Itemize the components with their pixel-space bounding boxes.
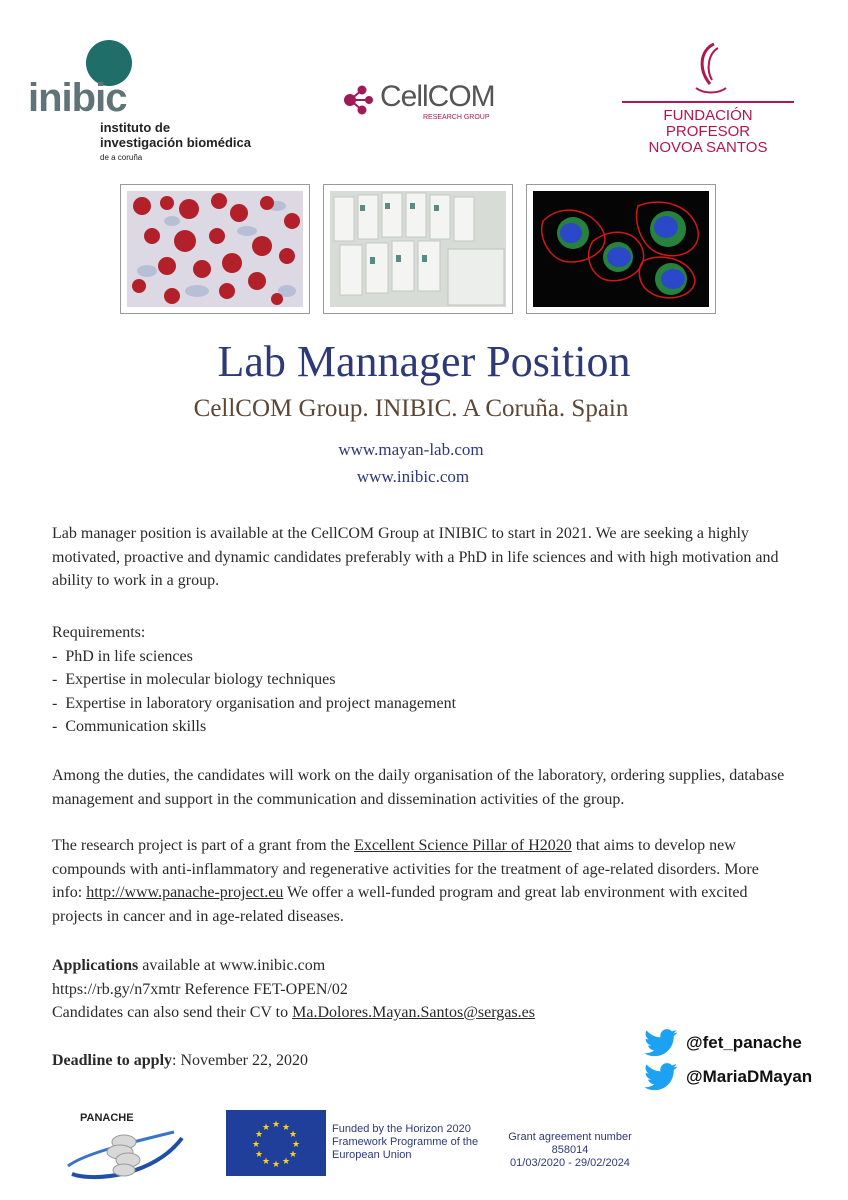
page-title: Lab Mannager Position bbox=[217, 337, 631, 386]
fluorescence-microscopy-photo bbox=[526, 184, 716, 314]
twitter-mariadmayan[interactable] bbox=[644, 1062, 812, 1092]
inibic-logo-subtitle: instituto de investigación biomédica de a coruña bbox=[100, 120, 251, 162]
applications-section: Applications available at www.inibic.com https://rb.gy/n7xmtr Reference FET-OPEN/02 Candidates can also send their CV to Ma.Dolores.Mayan.Santos@sergas.es bbox=[52, 954, 792, 1025]
list-item: - Communication skills bbox=[52, 715, 792, 739]
list-item: - PhD in life sciences bbox=[52, 645, 792, 669]
duties-paragraph: Among the duties, the candidates will work on the daily organisation of the laboratory, ordering supplies, database management and support in the communication and dissemination activities of the group. bbox=[52, 767, 785, 808]
svg-text:★: ★ bbox=[261, 1157, 271, 1167]
project-paragraph: The research project is part of a grant from the Excellent Science Pillar of H2020 that aims to develop new compounds with anti-inflammatory and regenerative activities for the treatment of age-related disorders. More info: http://www.panache-project.eu We offer a well-funded program and great lab environment with excited projects in cancer and in age-related diseases. bbox=[52, 837, 759, 925]
requirements-section bbox=[52, 621, 792, 739]
svg-text:★: ★ bbox=[288, 1130, 298, 1140]
list-item: - Expertise in molecular biology techniques bbox=[52, 668, 792, 692]
svg-text:★: ★ bbox=[291, 1140, 301, 1150]
svg-text:★: ★ bbox=[254, 1130, 264, 1140]
svg-text:★: ★ bbox=[251, 1140, 261, 1150]
page-subtitle: CellCOM Group. INIBIC. A Coruña. Spain bbox=[193, 395, 629, 422]
svg-text:★: ★ bbox=[271, 1120, 281, 1130]
svg-text:★: ★ bbox=[281, 1123, 291, 1133]
fundacion-emblem-icon bbox=[690, 40, 730, 96]
deadline-date: : November 22, 2020 bbox=[172, 1052, 308, 1069]
grant-agreement: Grant agreement number 858014 01/03/2020 - 29/02/2024 bbox=[508, 1131, 632, 1169]
email-link[interactable]: Ma.Dolores.Mayan.Santos@sergas.es bbox=[292, 1004, 535, 1021]
svg-text:★: ★ bbox=[288, 1150, 298, 1160]
intro-paragraph: Lab manager position is available at the CellCOM Group at INIBIC to start in 2021. We are seeking a highly motivated, proactive and dynamic candidates preferably with a PhD in life sciences and with high motivation and ability to work in a group. bbox=[52, 525, 779, 589]
applications-label: Applications bbox=[52, 957, 139, 974]
cellcom-molecule-icon bbox=[340, 82, 376, 118]
fundacion-logo: FUNDACIÓN PROFESOR NOVOA SANTOS bbox=[648, 107, 768, 156]
cellcom-logo-subtitle: RESEARCH GROUP bbox=[423, 114, 490, 121]
fundacion-divider bbox=[622, 101, 794, 103]
twitter-bird-icon bbox=[644, 1063, 678, 1091]
svg-text:★: ★ bbox=[254, 1150, 264, 1160]
histology-photo bbox=[120, 184, 310, 314]
inibic-logo: inibic bbox=[28, 76, 127, 120]
eu-flag bbox=[226, 1110, 326, 1176]
panache-project-link[interactable]: http://www.panache-project.eu bbox=[86, 884, 284, 901]
svg-text:★: ★ bbox=[281, 1157, 291, 1167]
mayan-lab-link[interactable]: www.mayan-lab.com bbox=[338, 440, 484, 459]
sample-slides-photo bbox=[323, 184, 513, 314]
inibic-link[interactable]: www.inibic.com bbox=[356, 467, 470, 486]
list-item: - Expertise in laboratory organisation and project management bbox=[52, 692, 792, 716]
eu-funding-text: Funded by the Horizon 2020 Framework Programme of the European Union bbox=[332, 1123, 479, 1161]
application-reference: https://rb.gy/n7xmtr Reference FET-OPEN/02 bbox=[52, 980, 348, 998]
requirements-heading: Requirements: bbox=[52, 624, 146, 641]
cellcom-logo: CellCOM bbox=[380, 80, 495, 113]
twitter-bird-icon bbox=[644, 1029, 678, 1057]
panache-logo-icon bbox=[64, 1124, 188, 1182]
svg-text:★: ★ bbox=[261, 1123, 271, 1133]
twitter-fet-panache[interactable] bbox=[644, 1028, 802, 1058]
h2020-link[interactable]: Excellent Science Pillar of H2020 bbox=[354, 837, 572, 854]
twitter-handle[interactable]: @fet_panache bbox=[686, 1033, 802, 1052]
deadline-label: Deadline to apply bbox=[52, 1052, 173, 1069]
panache-logo-label: PANACHE bbox=[80, 1112, 134, 1124]
svg-text:★: ★ bbox=[271, 1160, 281, 1170]
twitter-handle[interactable]: @MariaDMayan bbox=[686, 1067, 813, 1086]
